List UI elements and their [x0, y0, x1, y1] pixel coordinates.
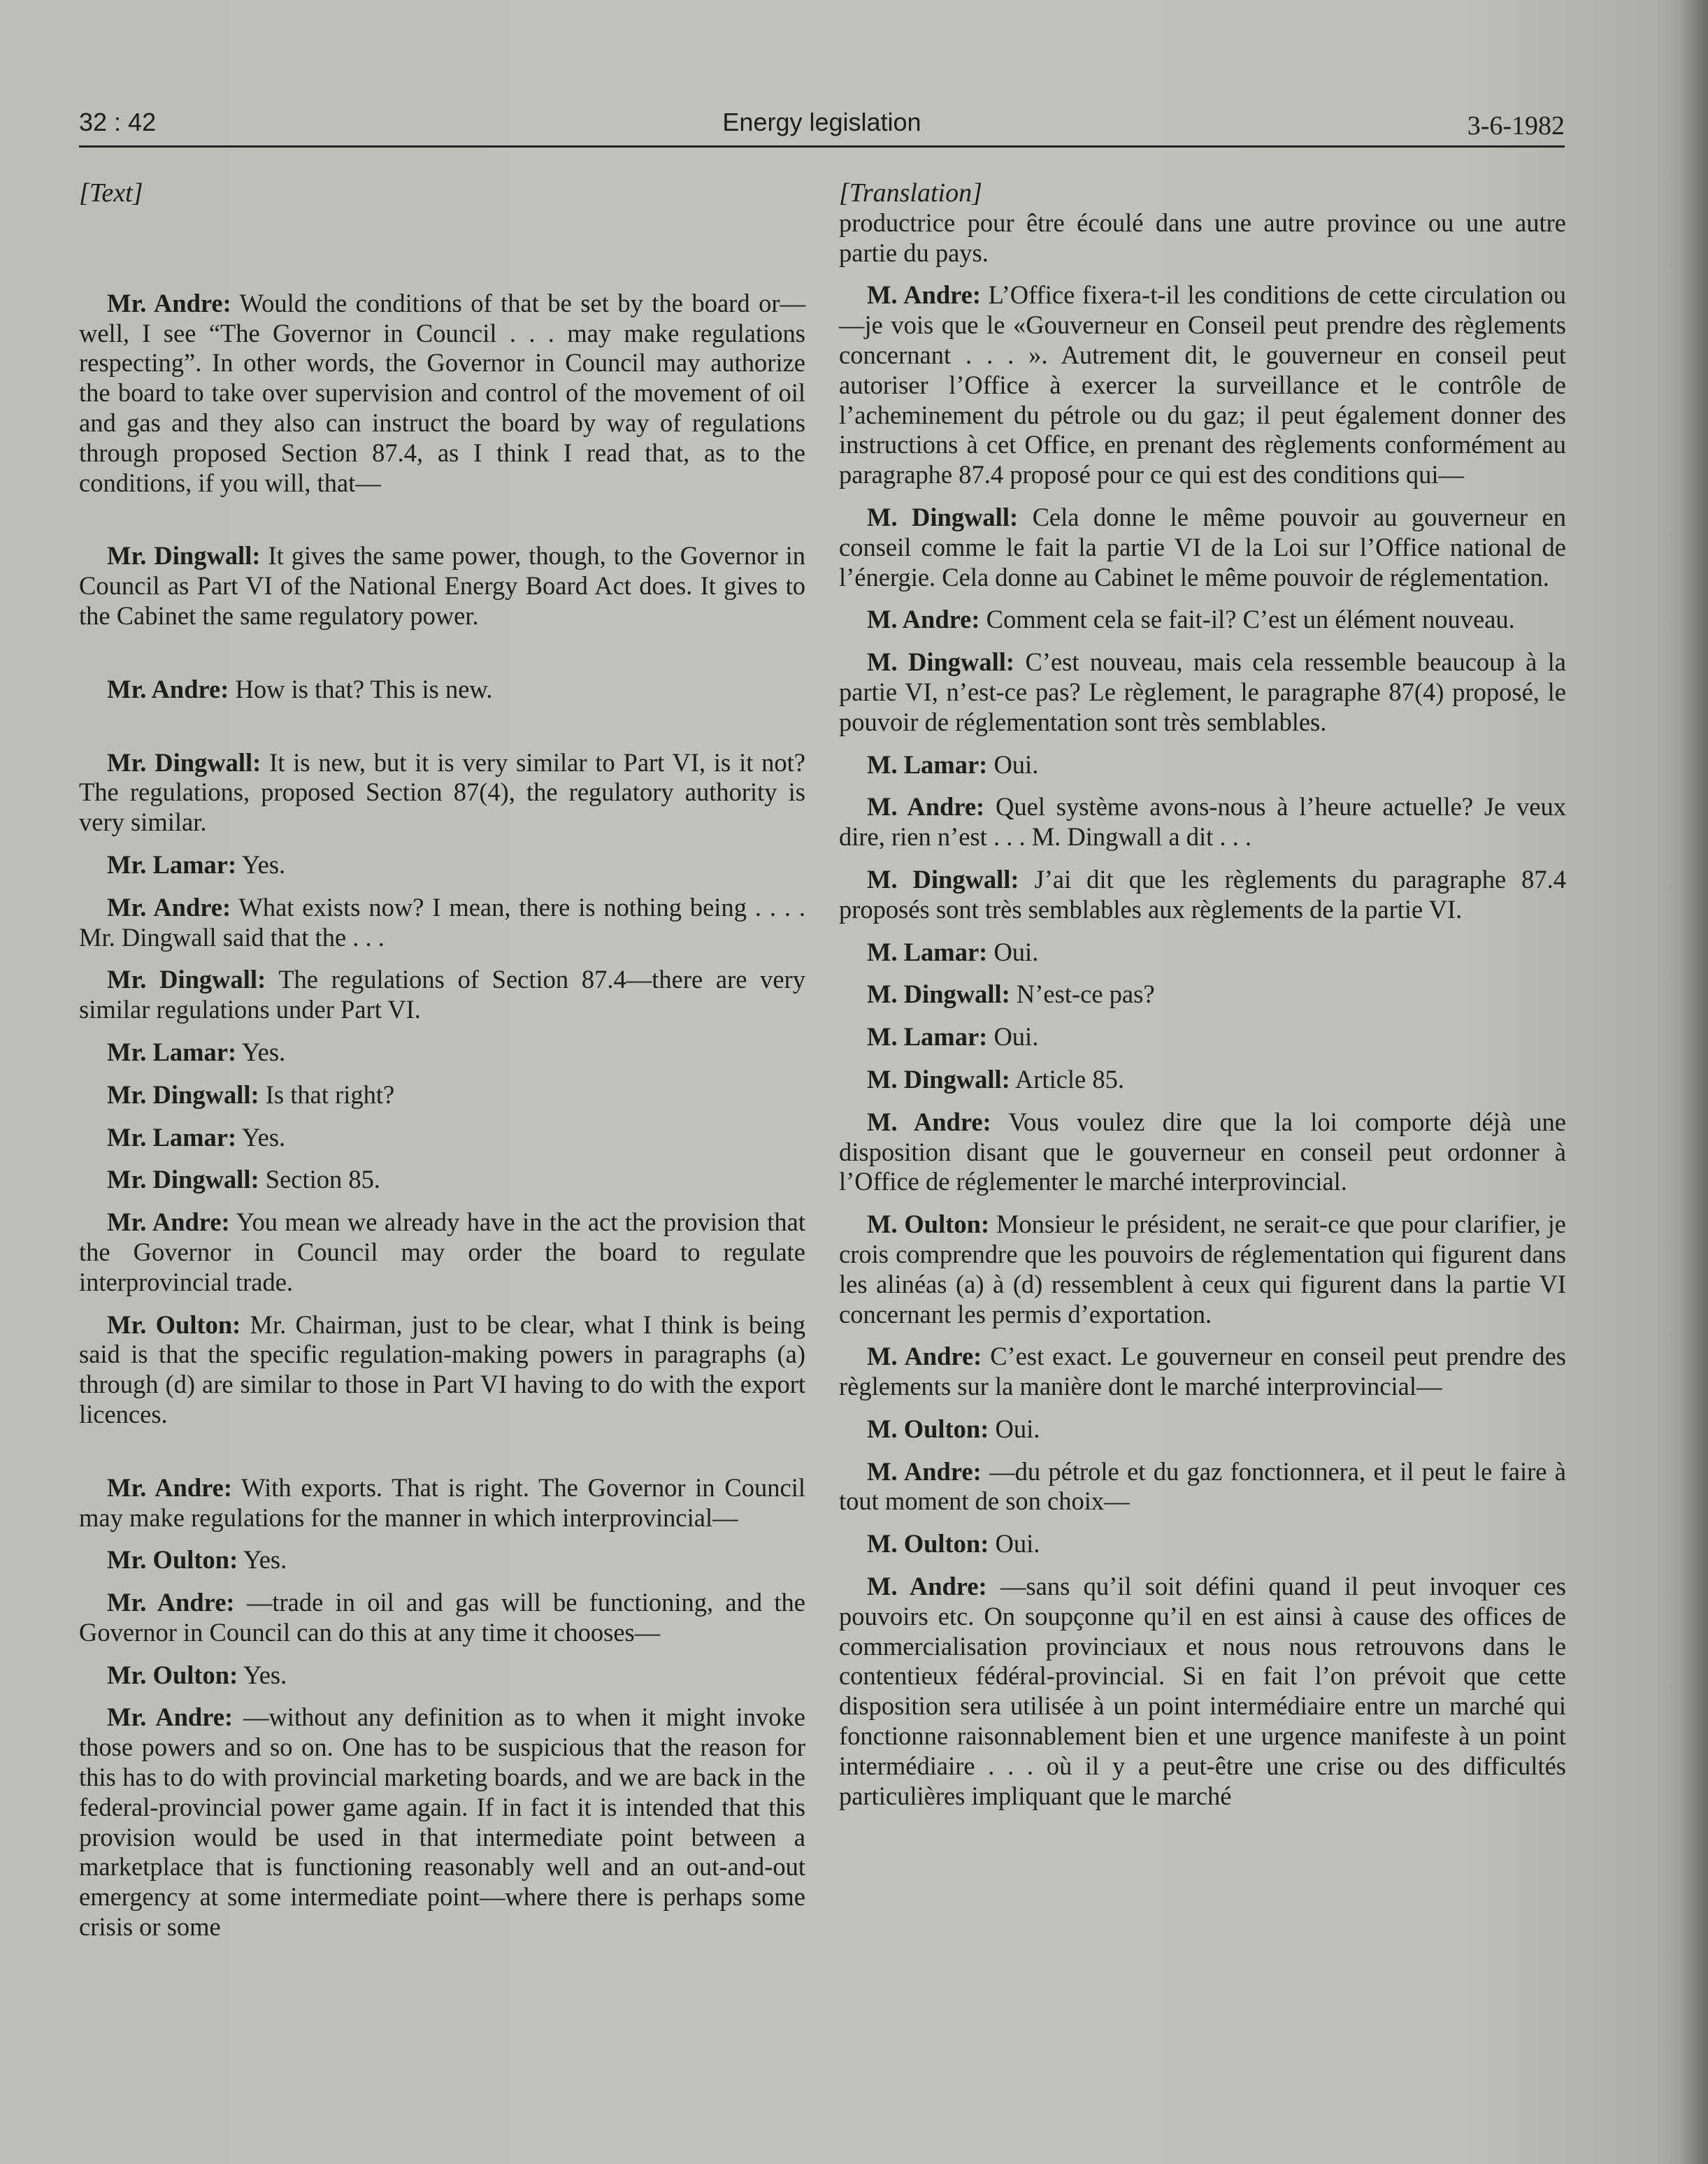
speech-text: How is that? This is new. — [229, 674, 493, 703]
speech-text: Oui. — [987, 750, 1039, 779]
transcript-paragraph — [79, 1038, 805, 1068]
speech-text: Vous voulez dire que la loi comporte déjà une disposition disant que le gouverneur en conseil peut ordonner à l’Office de réglementer le marché interprovincial. — [839, 1107, 1567, 1196]
speaker-name: M. Dingwall: — [867, 1064, 1010, 1094]
speaker-name: M. Lamar: — [867, 937, 988, 966]
transcript-paragraph — [839, 1529, 1566, 1559]
speech-text: With exports. That is right. The Governor in Council may make regulations for the manner in which interprovincial— — [79, 1472, 805, 1532]
speaker-name: Mr. Dingwall: — [107, 965, 266, 994]
speech-text: Mr. Chairman, just to be clear, what I think is being said is that the specific regulation-making powers in paragraphs (a) through (d) are similar to those in Part VI having to do with the export licences. — [79, 1310, 805, 1428]
speech-text: It is new, but it is very similar to Part VI, is it not? The regulations, proposed Section 87(4), the regulatory authority is very similar. — [79, 747, 805, 837]
speaker-name: Mr. Andre: — [107, 674, 229, 703]
transcript-paragraph — [839, 1457, 1566, 1517]
speaker-name: Mr. Lamar: — [107, 1037, 237, 1066]
speech-text: It gives the same power, though, to the Governor in Council as Part VI of the National Energy Board Act does. It gives to the Cabinet the same regulatory power. — [79, 541, 805, 630]
speech-text: —without any definition as to when it might invoke those powers and so on. One has to be suspicious that the reason for this has to do with provincial marketing boards, and we are back in the federal-provincial power game again. If in fact it is intended that this provision would be used in that intermediate point between a marketplace that is functioning reasonably well and an out-and-out emergency at some intermediate point—where there is perhaps some crisis or some — [79, 1703, 805, 1942]
speech-text: —trade in oil and gas will be functioning, and the Governor in Council can do this at any time it chooses— — [79, 1588, 805, 1647]
speech-text: C’est exact. Le gouverneur en conseil peut prendre des règlements sur la manière dont le marché interprovincial— — [839, 1342, 1566, 1401]
transcript-paragraph — [79, 1123, 805, 1153]
speech-text: Yes. — [238, 1545, 287, 1575]
speaker-name: M. Oulton: — [867, 1210, 990, 1239]
transcript-paragraph — [839, 208, 1566, 268]
speech-text: Monsieur le président, ne serait-ce que pour clarifier, je crois comprendre que les pouvoirs de réglementation qui figurent dans les alinéas (a) à (d) ressemblent à ceux qui figurent dans la partie VI concernant les permis d’exportation. — [839, 1210, 1566, 1328]
transcript-paragraph — [839, 280, 1566, 490]
speaker-name: M. Dingwall: — [867, 864, 1019, 894]
speaker-name: Mr. Oulton: — [107, 1660, 238, 1689]
page-number: 32 : 42 — [79, 108, 157, 136]
speaker-name: M. Oulton: — [867, 1529, 989, 1558]
speaker-name: M. Andre: — [867, 605, 980, 634]
speech-text: Oui. — [989, 1414, 1040, 1443]
transcript-paragraph — [839, 1210, 1566, 1329]
speech-text: Would the conditions of that be set by the board or—well, I see “The Governor in Council . . . may make regulations respecting”. In other words, the Governor in Council may authorize the board to take over supervision and control of the movement of oil and gas and they also can instruct the board by way of regulations through proposed Section 87.4, as I think I read that, as to the conditions, if you will, that— — [79, 288, 805, 497]
transcript-paragraph — [79, 1661, 805, 1691]
speaker-name: M. Dingwall: — [867, 980, 1010, 1009]
speech-text: —du pétrole et du gaz fonctionnera, et il peut le faire à tout moment de son choix— — [839, 1456, 1566, 1516]
speaker-name: Mr. Dingwall: — [107, 747, 261, 777]
speech-text: Yes. — [236, 1037, 286, 1066]
transcript-paragraph — [79, 1080, 805, 1110]
speech-text: Comment cela se fait-il? C’est un élément nouveau. — [979, 605, 1515, 634]
speech-text: What exists now? I mean, there is nothing being . . . . Mr. Dingwall said that the . . . — [79, 892, 805, 952]
speech-text: Yes. — [236, 850, 286, 879]
speech-text: J’ai dit que les règlements du paragraphe 87.4 proposés sont très semblables aux règlements de la partie VI. — [839, 864, 1566, 924]
english-column — [79, 178, 805, 1955]
column-label-translation: [Translation] — [839, 178, 982, 208]
speaker-name: Mr. Dingwall: — [107, 541, 261, 571]
speech-text: You mean we already have in the act the provision that the Governor in Council may order the board to regulate interprovincial trade. — [79, 1208, 805, 1296]
transcript-paragraph — [839, 792, 1566, 852]
running-header — [79, 105, 1565, 148]
header-title: Energy legislation — [722, 108, 921, 136]
speaker-name: Mr. Andre: — [107, 1588, 235, 1617]
speech-text: Oui. — [989, 1529, 1040, 1558]
speaker-name: Mr. Andre: — [107, 1208, 230, 1237]
speaker-name: Mr. Dingwall: — [107, 1080, 259, 1109]
speech-text: C’est nouveau, mais cela ressemble beaucoup à la partie VI, n’est-ce pas? Le règlement, le paragraphe 87(4) proposé, le pouvoir de réglementation sont très semblables. — [839, 647, 1566, 736]
speech-text: Yes. — [236, 1122, 286, 1152]
speaker-name: Mr. Oulton: — [107, 1545, 238, 1575]
speaker-name: Mr. Oulton: — [107, 1310, 241, 1339]
speaker-name: Mr. Dingwall: — [107, 1165, 259, 1194]
french-column — [839, 178, 1566, 1823]
transcript-paragraph — [79, 748, 805, 838]
speech-text: —sans qu’il soit défini quand il peut invoquer ces pouvoirs etc. On soupçonne qu’il en est ainsi à cause des offices de commercialisation provinciaux et nous nous retrouvons dans le contentieux fédéral-provincial. Si en fait l’on prévoit que cette disposition sera utilisée à un point intermédiaire entre un marché qui fonctionne raisonnablement bien et une urgence manifeste à un point intermédiaire . . . où il y a peut-être une crise ou des difficultés particulières impliquant que le marché — [839, 1572, 1567, 1810]
speech-text: Section 85. — [259, 1165, 381, 1194]
transcript-paragraph — [79, 1545, 805, 1575]
transcript-paragraph — [839, 503, 1566, 592]
binding-shadow — [1680, 0, 1708, 2164]
speaker-name: M. Andre: — [867, 1342, 982, 1371]
speaker-name: Mr. Lamar: — [107, 1122, 237, 1152]
transcript-paragraph — [839, 1022, 1566, 1052]
speech-text: Oui. — [987, 937, 1039, 966]
transcript-paragraph — [839, 865, 1566, 925]
transcript-paragraph — [839, 605, 1566, 635]
speaker-name: M. Lamar: — [867, 750, 988, 779]
speaker-name: M. Oulton: — [867, 1414, 989, 1443]
speaker-name: Mr. Andre: — [107, 1703, 234, 1732]
transcript-paragraph — [79, 1473, 805, 1533]
speaker-name: M. Andre: — [867, 1107, 991, 1136]
speaker-name: Mr. Andre: — [107, 892, 231, 922]
transcript-paragraph — [839, 938, 1566, 968]
transcript-paragraph — [79, 1310, 805, 1430]
column-label-text: [Text] — [79, 178, 143, 208]
transcript-paragraph — [79, 1588, 805, 1648]
speech-text: Yes. — [238, 1660, 287, 1689]
speech-text: L’Office fixera-t-il les conditions de cette circulation ou—je vois que le «Gouverneur en Conseil peut prendre des règlements concernant . . . ». Autrement dit, le gouverneur en conseil peut autoriser l’Office à exercer la surveillance et le contrôle de l’acheminement du pétrole ou du gaz; il peut également donner des instructions à cet Office, en prenant des règlements conformément au paragraphe 87.4 proposé pour ce qui est des conditions qui— — [839, 280, 1567, 489]
transcript-paragraph — [79, 541, 805, 631]
speaker-name: M. Dingwall: — [867, 502, 1019, 531]
speaker-name: M. Andre: — [867, 1456, 982, 1486]
transcript-paragraph — [839, 1342, 1566, 1402]
speech-text: N’est-ce pas? — [1010, 980, 1155, 1009]
transcript-paragraph — [79, 1208, 805, 1297]
speaker-name: M. Dingwall: — [867, 647, 1015, 677]
transcript-paragraph — [79, 675, 805, 705]
transcript-paragraph — [839, 1572, 1566, 1811]
transcript-paragraph — [79, 1165, 805, 1195]
speech-text: Cela donne le même pouvoir au gouverneur en conseil comme le fait la partie VI de la Loi sur l’Office national de l’énergie. Cela donne au Cabinet le même pouvoir de réglementation. — [839, 502, 1566, 592]
speech-text: Is that right? — [259, 1080, 395, 1109]
speaker-name: M. Andre: — [867, 792, 985, 822]
speech-text: Article 85. — [1010, 1064, 1124, 1094]
speech-text: Oui. — [987, 1022, 1039, 1052]
transcript-paragraph — [79, 1703, 805, 1942]
transcript-paragraph — [839, 1108, 1566, 1197]
transcript-paragraph — [839, 1065, 1566, 1095]
speech-text: productrice pour être écoulé dans une autre province ou une autre partie du pays. — [839, 208, 1566, 267]
transcript-paragraph — [79, 965, 805, 1025]
transcript-paragraph — [79, 850, 805, 880]
transcript-paragraph — [839, 1414, 1566, 1445]
speaker-name: M. Andre: — [867, 280, 982, 310]
speaker-name: Mr. Andre: — [107, 1472, 233, 1502]
speech-text: Quel système avons-nous à l’heure actuelle? Je veux dire, rien n’est . . . M. Dingwall a dit . . . — [839, 792, 1566, 852]
speaker-name: M. Andre: — [867, 1572, 987, 1601]
transcript-paragraph — [839, 750, 1566, 780]
transcript-paragraph — [839, 980, 1566, 1010]
speaker-name: Mr. Andre: — [107, 288, 231, 317]
transcript-paragraph — [79, 893, 805, 953]
speaker-name: M. Lamar: — [867, 1022, 988, 1052]
speaker-name: Mr. Lamar: — [107, 850, 237, 879]
speech-text: The regulations of Section 87.4—there are very similar regulations under Part VI. — [79, 965, 805, 1024]
header-date: 3-6-1982 — [1467, 111, 1565, 141]
transcript-paragraph — [79, 289, 805, 499]
transcript-paragraph — [839, 647, 1566, 737]
